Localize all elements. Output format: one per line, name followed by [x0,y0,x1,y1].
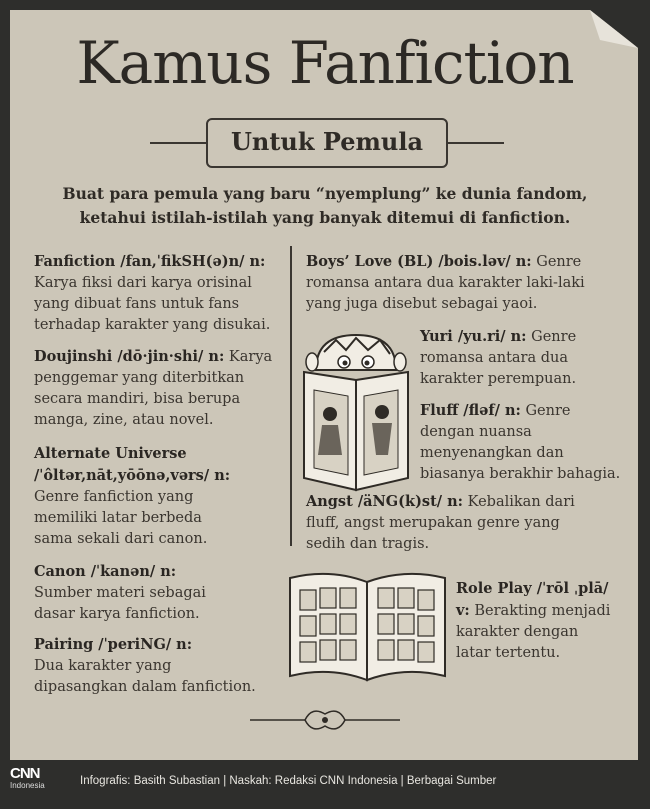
definition-line: yang dibuat fans untuk fans [34,296,240,312]
definition-line: secara mandiri, bisa berupa [34,391,241,407]
term: Pairing /ˈperiNG/ n: [34,636,193,653]
intro-line: ketahui istilah-istilah yang banyak ditemui di fanfiction. [79,208,571,227]
flourish-ornament-icon [250,700,400,740]
definition-line: romansa antara dua [420,350,568,366]
definition-line: dengan nuansa [420,424,532,440]
definition-line: biasanya berakhir bahagia. [420,466,621,482]
definition-line: Karya [228,349,273,365]
definition-line: Berakting menjadi [474,603,611,619]
entry-doujinshi [34,346,294,431]
definition-line: fluff, angst merupakan genre yang [306,515,560,531]
definition-line: sedih dan tragis. [306,536,430,552]
term: Angst /äNG(k)st/ n: [306,493,464,510]
logo-subtext: Indonesia [10,781,45,790]
entry-alternate-universe [34,443,284,550]
term: Yuri /yu.ri/ n: [420,328,527,345]
term: Fanfiction /fan,ˈfikSH(ə)n/ n: [34,253,266,270]
cnn-indonesia-logo [10,766,45,790]
definition-line: Genre [531,329,577,345]
definition-line: sama sekali dari canon. [34,531,208,547]
definition-line: romansa antara dua karakter laki-laki [306,275,585,291]
page-title: Kamus Fanfiction [76,29,574,97]
term: Fluff /fləf/ n: [420,402,521,419]
term: /ˈôltər,nāt,yōōnə,vərs/ n: [34,467,231,484]
definition-line: Kebalikan dari [467,494,575,510]
definition-line: karakter perempuan. [420,371,577,387]
entry-pairing [34,634,294,698]
definition-line: penggemar yang diterbitkan [34,370,245,386]
term: Role Play /ˈrōl ˌplā/ [456,580,609,597]
definition-line: latar tertentu. [456,645,561,661]
entry-yuri [420,326,630,390]
definition-line: dipasangkan dalam fanfiction. [34,679,256,695]
definition-line: yang juga disebut sebagai yaoi. [306,296,538,312]
subtitle-rule-left [150,142,206,144]
definition-line: dasar karya fanfiction. [34,606,200,622]
term: Alternate Universe [34,445,187,462]
entry-canon [34,561,284,625]
definition-line: karakter dengan [456,624,579,640]
entry-angst [306,491,631,555]
entry-boys-love [306,251,626,315]
definition-line: Genre [536,254,582,270]
definition-line: manga, zine, atau novel. [34,412,214,428]
open-book-illustration [285,568,450,688]
entry-role-play [456,578,636,664]
definition-line: menyenangkan dan [420,445,564,461]
definition-line: memiliki latar berbeda [34,510,202,526]
term: v: [456,602,470,619]
term: Boys’ Love (BL) /bois.ləv/ n: [306,253,532,270]
definition-line: Karya fiksi dari karya orisinal [34,275,252,291]
logo-wordmark: CNN [10,765,40,782]
definition-line: Genre [525,403,571,419]
term: Doujinshi /dō·jin·shi/ n: [34,348,225,365]
entry-fanfiction [34,251,284,336]
definition-line: Genre fanfiction yang [34,489,194,505]
intro-text [40,182,610,230]
definition-line: terhadap karakter yang disukai. [34,317,271,333]
term: Canon /ˈkanən/ n: [34,563,177,580]
definition-line: Sumber materi sebagai [34,585,206,601]
boy-reading-illustration [296,330,416,500]
footer-credits: Infografis: Basith Subastian | Naskah: Redaksi CNN Indonesia | Berbagai Sumber [80,775,497,787]
intro-line: Buat para pemula yang baru “nyemplung” ke dunia fandom, [62,184,588,203]
subtitle: Untuk Pemula [230,127,424,156]
subtitle-rule-right [448,142,504,144]
entry-fluff [420,400,635,485]
definition-line: Dua karakter yang [34,658,172,674]
